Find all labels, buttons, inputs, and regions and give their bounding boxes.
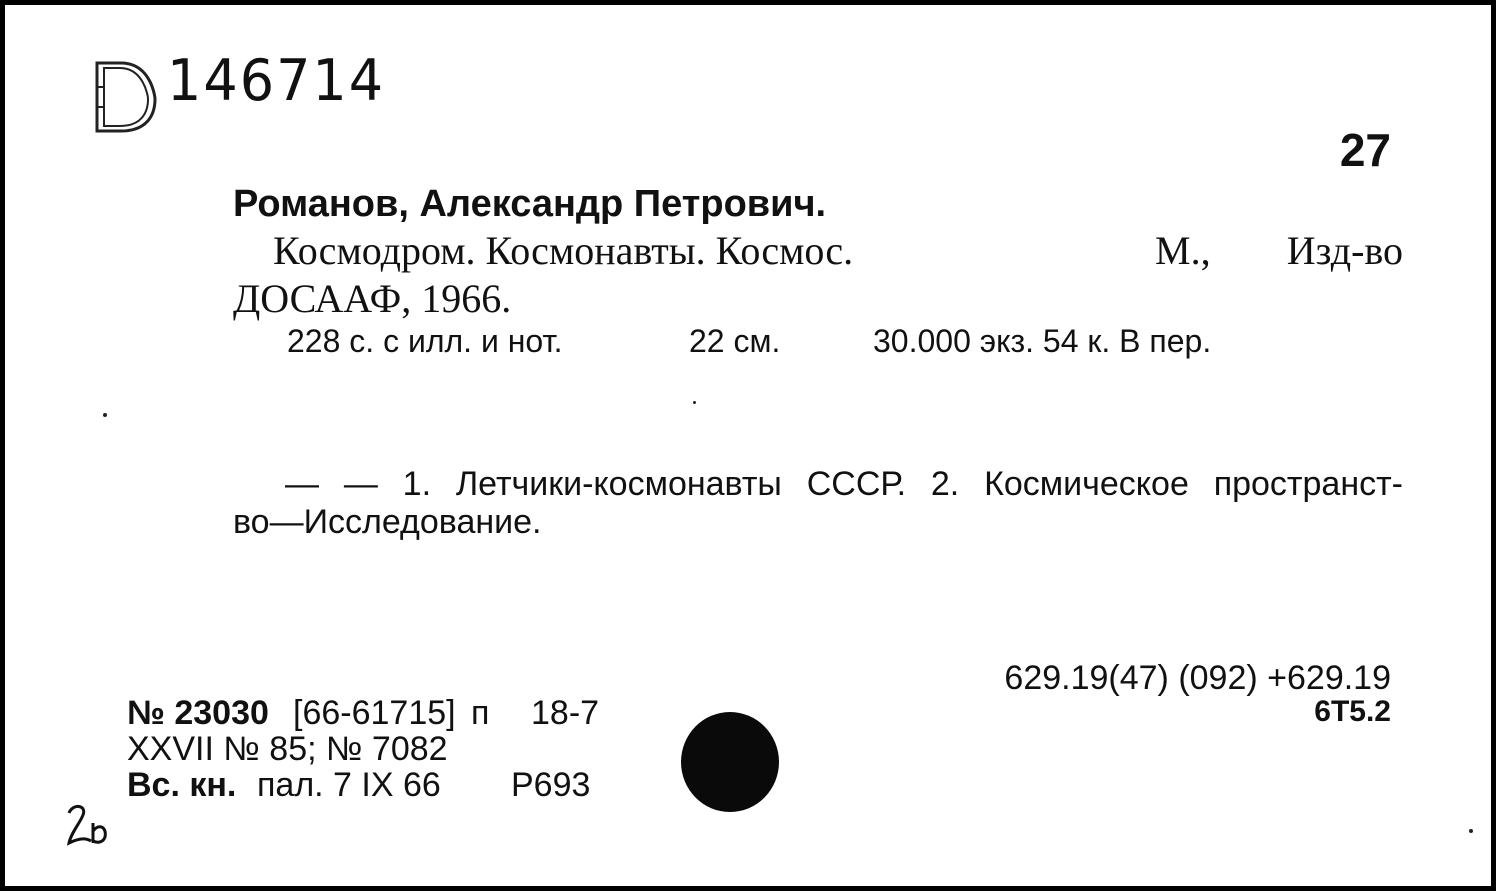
collation-pages: 228 с. с илл. и нот. [287,323,563,359]
handwritten-mark-icon [63,801,113,851]
print-info-line-2: XXVII № 85; № 7082 [127,730,448,768]
print-p: п [471,694,490,732]
author-heading: Романов, Александр Петрович. [233,183,827,225]
print-info-block [127,694,600,804]
speck-mark [1469,829,1473,833]
black-dot-mark [681,712,779,812]
book-chamber-code: Р693 [511,766,591,804]
d-stamp-icon [91,57,161,137]
author-code: 6Т5.2 [1314,695,1391,728]
collation-print-run: 30.000 экз. 54 к. В пер. [873,323,1212,359]
handwritten-inventory-number: 146714 [167,47,386,114]
classification-index: 629.19(47) (092) +629.19 [1004,659,1391,697]
book-title: Космодром. Космонавты. Космос. [273,228,854,273]
title-line [233,227,1403,277]
publisher-and-year: ДОСААФ, 1966. [233,276,512,321]
subject-headings [233,465,1403,541]
book-chamber-prefix: Вс. кн. [127,766,237,804]
print-count: 18-7 [531,694,600,732]
publication-place: М., [1155,228,1211,273]
publisher-start: Изд-во [1286,228,1403,273]
collation-size: 22 см. [689,323,781,359]
print-info-line-3 [127,766,591,804]
card-number: 27 [1339,124,1391,176]
subject-line-2: во—Исследование. [233,503,542,541]
speck-mark [103,413,107,417]
speck-mark [693,401,696,404]
book-chamber-date: пал. 7 IX 66 [257,766,441,804]
record-number: № 23030 [127,694,269,732]
order-number: [66-61715] [293,694,456,732]
print-info-line-1 [127,694,600,732]
subject-line-1: — — 1. Летчики-космонавты СССР. 2. Космическое пространст- [285,465,1403,503]
